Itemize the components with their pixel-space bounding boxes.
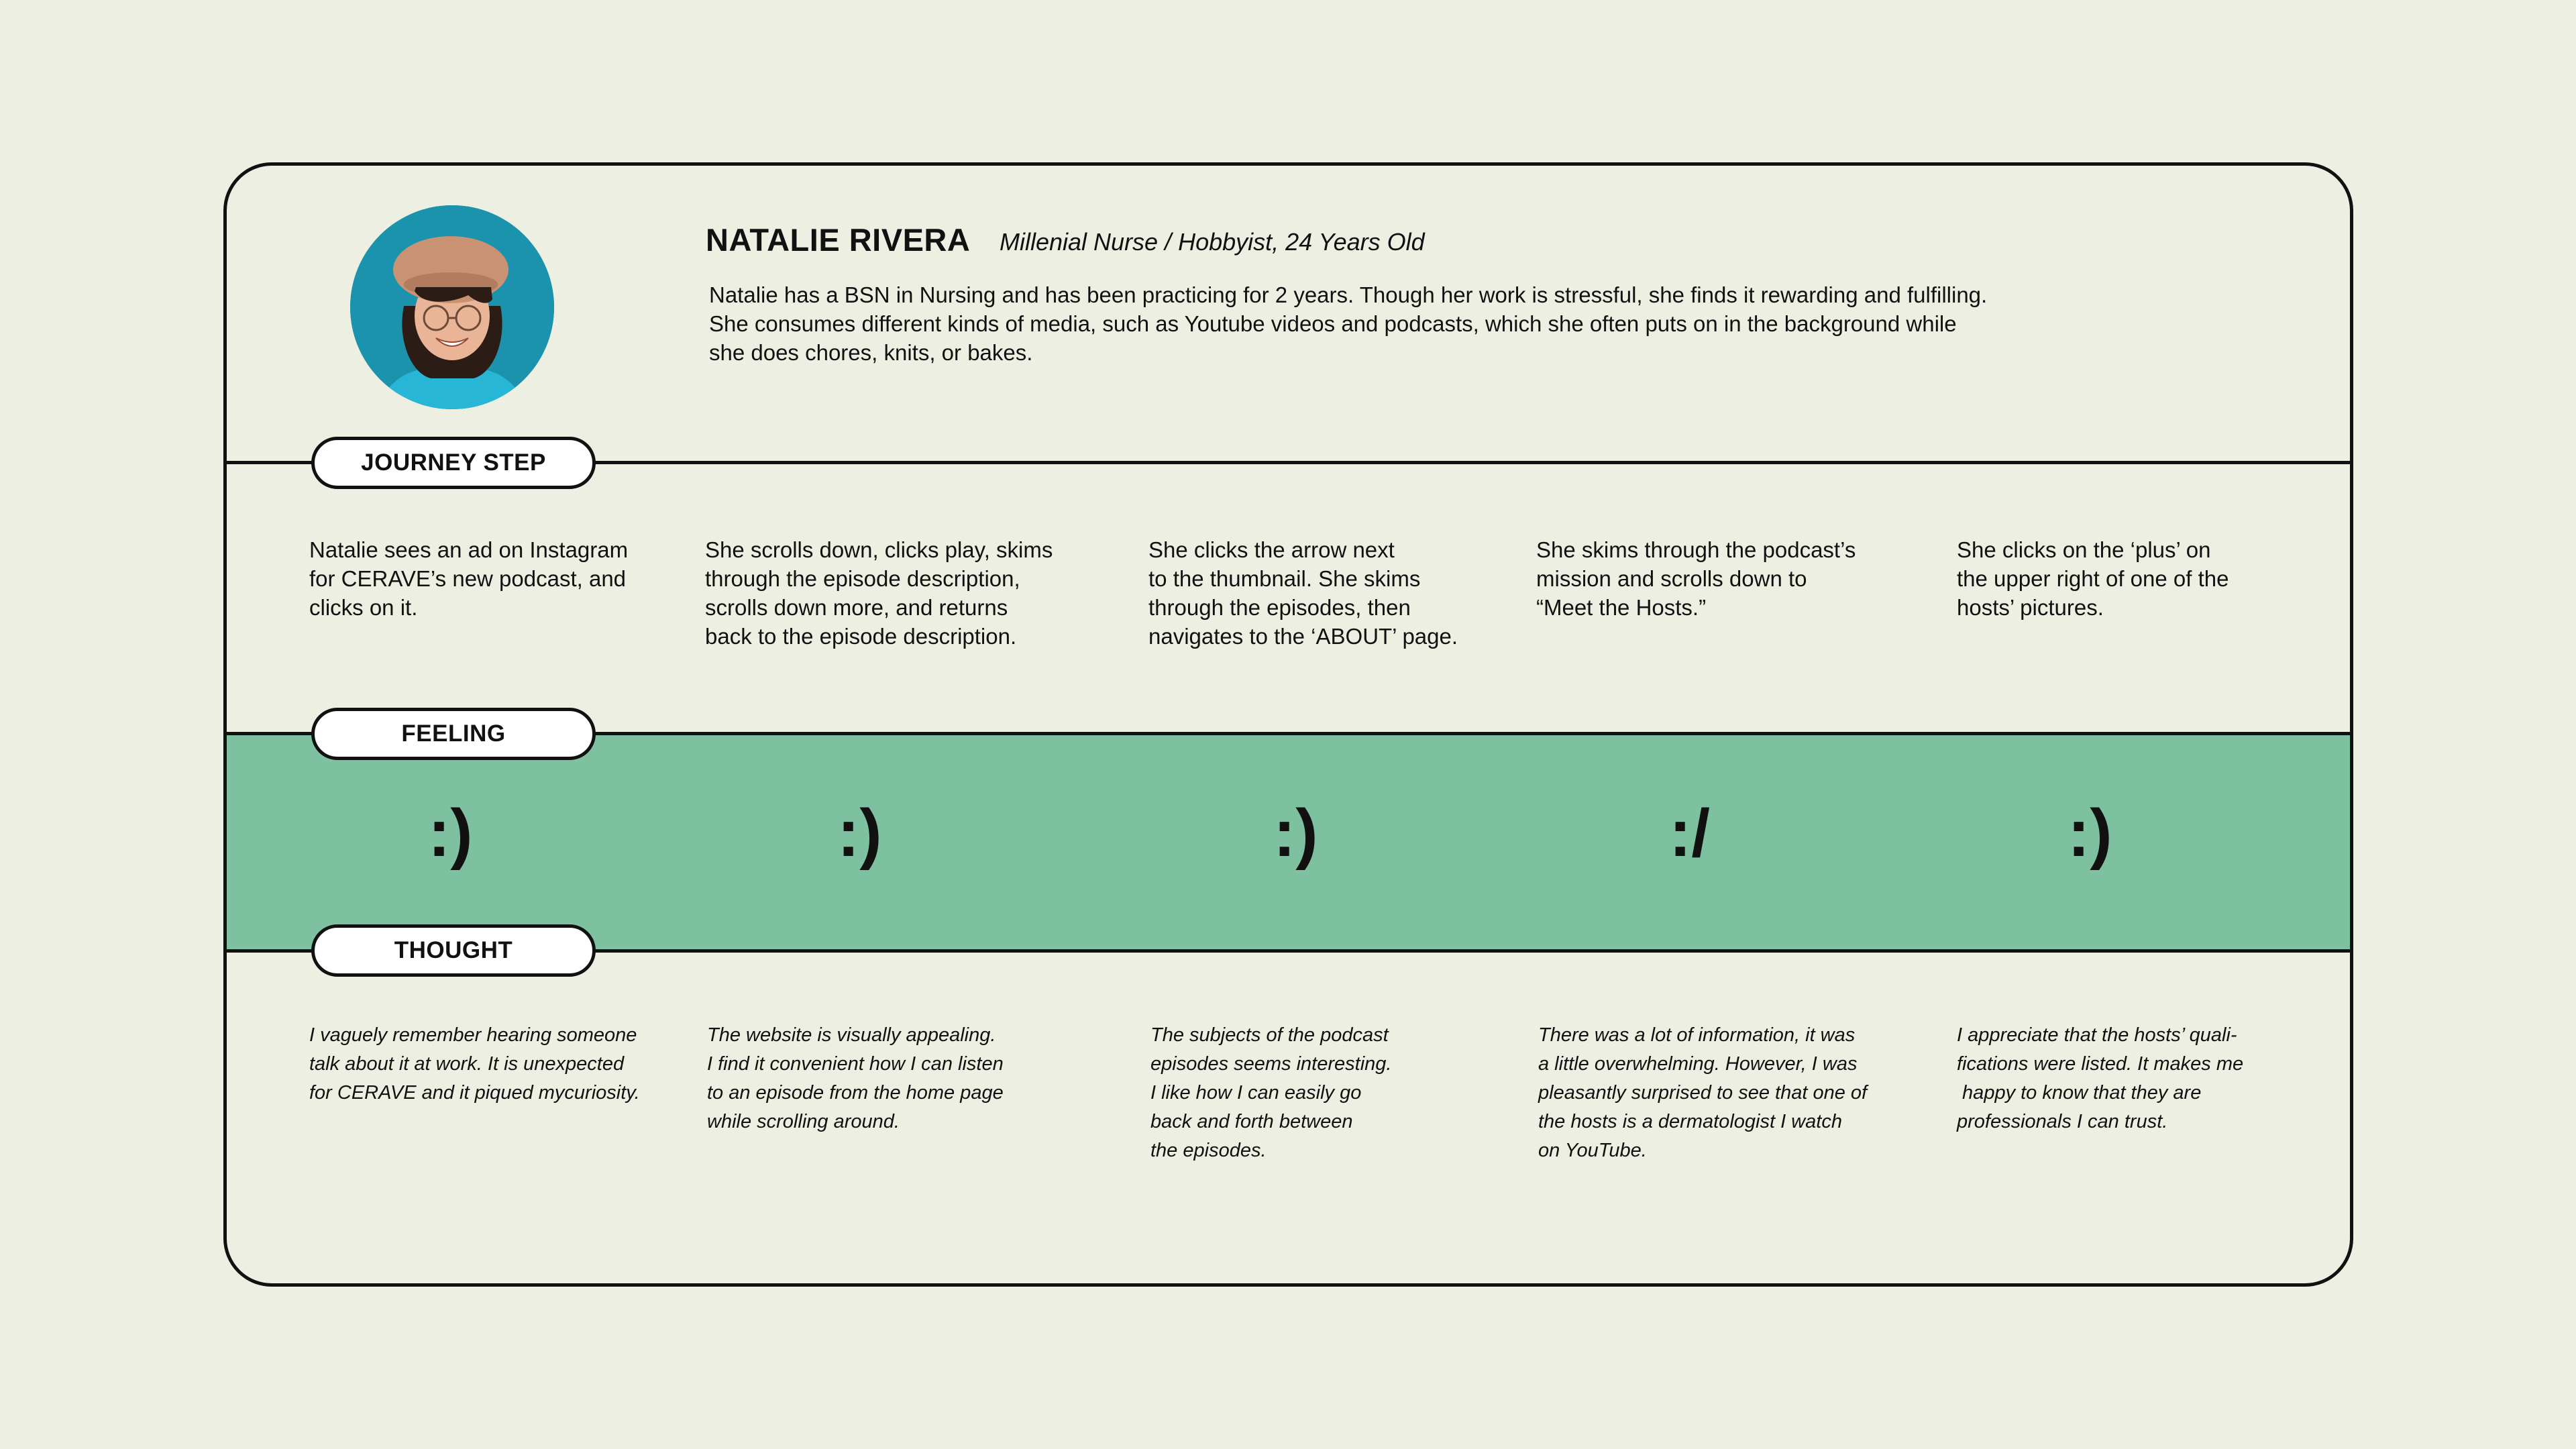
- thought-line: I vaguely remember hearing someone: [309, 1024, 637, 1046]
- persona-bio-line: She consumes different kinds of media, such as Youtube videos and podcasts, which she often puts on in the background while: [709, 311, 1957, 336]
- thought-step-1: [309, 1021, 640, 1108]
- feeling-step-1: :): [428, 796, 473, 871]
- journey-line: through the episodes, then: [1148, 595, 1411, 620]
- journey-line: “Meet the Hosts.”: [1536, 595, 1707, 620]
- thought-line: The subjects of the podcast: [1150, 1024, 1389, 1046]
- journey-line: She clicks on the ‘plus’ on: [1957, 537, 2211, 562]
- thought-line: while scrolling around.: [707, 1111, 900, 1132]
- journey-line: mission and scrolls down to: [1536, 566, 1807, 591]
- journey-step-label: JOURNEY STEP: [311, 437, 596, 489]
- thought-line: the episodes.: [1150, 1140, 1267, 1161]
- feeling-step-5: :): [2068, 796, 2112, 871]
- journey-line: navigates to the ‘ABOUT’ page.: [1148, 624, 1458, 649]
- thought-line: episodes seems interesting.: [1150, 1053, 1392, 1075]
- thought-line: I appreciate that the hosts’ quali-: [1957, 1024, 2237, 1046]
- journey-step-5: [1957, 535, 2229, 622]
- thought-line: happy to know that they are: [1957, 1082, 2202, 1104]
- thought-line: There was a lot of information, it was: [1538, 1024, 1856, 1046]
- thought-line: professionals I can trust.: [1957, 1111, 2168, 1132]
- thought-line: The website is visually appealing.: [707, 1024, 996, 1046]
- journey-line: back to the episode description.: [705, 624, 1017, 649]
- thought-line: I find it convenient how I can listen: [707, 1053, 1004, 1075]
- journey-step-4: [1536, 535, 1856, 622]
- feeling-step-4: :/: [1669, 796, 1711, 871]
- thought-line: to an episode from the home page: [707, 1082, 1004, 1104]
- journey-line: through the episode description,: [705, 566, 1020, 591]
- journey-step-2: [705, 535, 1053, 651]
- thought-label: THOUGHT: [311, 924, 596, 977]
- thought-step-4: [1538, 1021, 1867, 1165]
- persona-bio-line: she does chores, knits, or bakes.: [709, 340, 1033, 365]
- persona-name: NATALIE RIVERA: [706, 222, 971, 258]
- journey-line: hosts’ pictures.: [1957, 595, 2104, 620]
- journey-line: She scrolls down, clicks play, skims: [705, 537, 1053, 562]
- thought-step-3: [1150, 1021, 1391, 1165]
- feeling-label: FEELING: [311, 708, 596, 760]
- thought-line: pleasantly surprised to see that one of: [1538, 1082, 1868, 1104]
- thought-step-5: [1957, 1021, 2243, 1136]
- journey-line: for CERAVE’s new podcast, and: [309, 566, 627, 591]
- journey-line: the upper right of one of the: [1957, 566, 2229, 591]
- persona-subtitle: Millenial Nurse / Hobbyist, 24 Years Old: [1000, 228, 1425, 256]
- thought-line: fications were listed. It makes me: [1957, 1053, 2244, 1075]
- journey-line: She skims through the podcast’s: [1536, 537, 1856, 562]
- thought-line: the hosts is a dermatologist I watch: [1538, 1111, 1842, 1132]
- thought-line: back and forth between: [1150, 1111, 1353, 1132]
- journey-line: Natalie sees an ad on Instagram: [309, 537, 629, 562]
- journey-step-3: [1148, 535, 1458, 651]
- thought-line: talk about it at work. It is unexpected: [309, 1053, 625, 1075]
- persona-bio-line: Natalie has a BSN in Nursing and has been practicing for 2 years. Though her work is stressful, she finds it rewarding and fulfilling.: [709, 282, 1988, 307]
- thought-step-2: [707, 1021, 1004, 1136]
- thought-line: for CERAVE and it piqued mycuriosity.: [309, 1082, 640, 1104]
- thought-line: on YouTube.: [1538, 1140, 1647, 1161]
- feeling-step-2: :): [837, 796, 882, 871]
- thought-line: a little overwhelming. However, I was: [1538, 1053, 1858, 1075]
- thought-line: I like how I can easily go: [1150, 1082, 1362, 1104]
- journey-line: to the thumbnail. She skims: [1148, 566, 1421, 591]
- journey-step-1: [309, 535, 628, 622]
- feeling-step-3: :): [1273, 796, 1318, 871]
- journey-line: clicks on it.: [309, 595, 418, 620]
- journey-line: She clicks the arrow next: [1148, 537, 1395, 562]
- journey-line: scrolls down more, and returns: [705, 595, 1008, 620]
